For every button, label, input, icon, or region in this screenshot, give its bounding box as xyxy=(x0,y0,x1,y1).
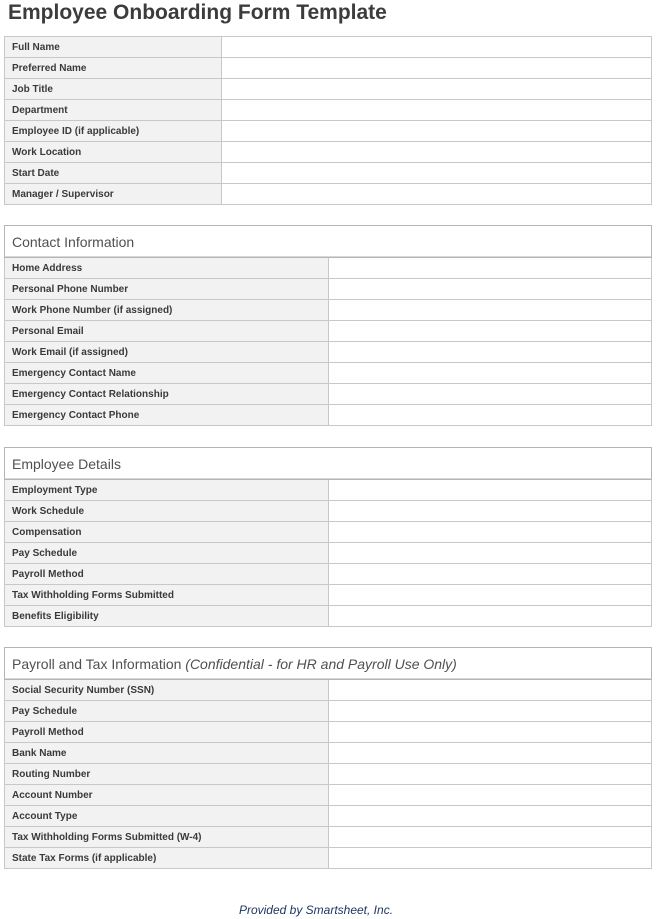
form-row xyxy=(5,806,652,827)
field-label: Work Email (if assigned) xyxy=(5,342,329,363)
field-input[interactable] xyxy=(328,722,652,743)
field-label: Emergency Contact Phone xyxy=(5,405,329,426)
field-label: Employment Type xyxy=(5,480,329,501)
field-input[interactable] xyxy=(222,100,652,121)
field-input[interactable] xyxy=(328,806,652,827)
field-input[interactable] xyxy=(328,342,652,363)
field-input[interactable] xyxy=(222,184,652,205)
field-input[interactable] xyxy=(328,501,652,522)
field-label: State Tax Forms (if applicable) xyxy=(5,848,329,869)
field-label: Pay Schedule xyxy=(5,701,329,722)
form-row xyxy=(5,543,652,564)
form-row xyxy=(5,37,652,58)
form-row xyxy=(5,722,652,743)
field-label: Work Schedule xyxy=(5,501,329,522)
field-label: Tax Withholding Forms Submitted xyxy=(5,585,329,606)
form-row xyxy=(5,142,652,163)
section-header-row xyxy=(5,648,652,680)
section-heading-text: Payroll and Tax Information xyxy=(12,655,182,672)
confidential-note: (Confidential - for HR and Payroll Use Only) xyxy=(185,655,457,672)
field-input[interactable] xyxy=(328,258,652,279)
form-row xyxy=(5,606,652,627)
field-input[interactable] xyxy=(222,58,652,79)
field-input[interactable] xyxy=(328,384,652,405)
field-input[interactable] xyxy=(328,606,652,627)
field-input[interactable] xyxy=(222,37,652,58)
form-row xyxy=(5,680,652,701)
section-heading xyxy=(5,648,652,680)
field-label: Emergency Contact Name xyxy=(5,363,329,384)
field-input[interactable] xyxy=(222,121,652,142)
field-input[interactable] xyxy=(328,585,652,606)
field-input[interactable] xyxy=(328,321,652,342)
field-input[interactable] xyxy=(222,163,652,184)
form-row xyxy=(5,121,652,142)
section-header-row xyxy=(5,226,652,258)
field-label: Pay Schedule xyxy=(5,543,329,564)
employee-details-table xyxy=(4,447,652,627)
form-row xyxy=(5,564,652,585)
field-input[interactable] xyxy=(328,743,652,764)
form-row xyxy=(5,321,652,342)
field-input[interactable] xyxy=(328,522,652,543)
section-header-row xyxy=(5,448,652,480)
form-row xyxy=(5,405,652,426)
field-label: Benefits Eligibility xyxy=(5,606,329,627)
form-row xyxy=(5,258,652,279)
form-title: Employee Onboarding Form Template xyxy=(8,1,387,24)
field-label: Preferred Name xyxy=(5,58,222,79)
field-input[interactable] xyxy=(328,564,652,585)
section-heading: Employee Details xyxy=(5,448,652,480)
field-label: Bank Name xyxy=(5,743,329,764)
field-label: Payroll Method xyxy=(5,564,329,585)
form-row xyxy=(5,384,652,405)
form-row xyxy=(5,300,652,321)
field-input[interactable] xyxy=(328,300,652,321)
field-label: Compensation xyxy=(5,522,329,543)
field-label: Routing Number xyxy=(5,764,329,785)
basic-info-table xyxy=(4,36,652,205)
form-row xyxy=(5,363,652,384)
field-input[interactable] xyxy=(328,680,652,701)
form-row xyxy=(5,501,652,522)
form-row xyxy=(5,522,652,543)
field-label: Account Number xyxy=(5,785,329,806)
field-input[interactable] xyxy=(328,785,652,806)
field-label: Job Title xyxy=(5,79,222,100)
form-row xyxy=(5,342,652,363)
field-label: Account Type xyxy=(5,806,329,827)
form-row xyxy=(5,701,652,722)
field-input[interactable] xyxy=(328,701,652,722)
form-row xyxy=(5,58,652,79)
payroll-tax-table xyxy=(4,647,652,869)
form-row xyxy=(5,79,652,100)
form-row xyxy=(5,785,652,806)
field-input[interactable] xyxy=(328,764,652,785)
field-input[interactable] xyxy=(328,848,652,869)
field-input[interactable] xyxy=(328,480,652,501)
form-row xyxy=(5,585,652,606)
field-label: Social Security Number (SSN) xyxy=(5,680,329,701)
field-input[interactable] xyxy=(328,543,652,564)
field-label: Tax Withholding Forms Submitted (W-4) xyxy=(5,827,329,848)
form-row xyxy=(5,764,652,785)
field-label: Work Location xyxy=(5,142,222,163)
field-label: Personal Phone Number xyxy=(5,279,329,300)
field-input[interactable] xyxy=(328,405,652,426)
provided-by-footer: Provided by Smartsheet, Inc. xyxy=(238,903,394,917)
field-input[interactable] xyxy=(328,363,652,384)
field-label: Manager / Supervisor xyxy=(5,184,222,205)
form-row xyxy=(5,100,652,121)
field-label: Start Date xyxy=(5,163,222,184)
section-heading: Contact Information xyxy=(5,226,652,258)
field-label: Work Phone Number (if assigned) xyxy=(5,300,329,321)
field-input[interactable] xyxy=(328,279,652,300)
field-label: Employee ID (if applicable) xyxy=(5,121,222,142)
form-row xyxy=(5,184,652,205)
contact-info-table xyxy=(4,225,652,426)
form-row xyxy=(5,827,652,848)
field-input[interactable] xyxy=(328,827,652,848)
field-input[interactable] xyxy=(222,142,652,163)
field-label: Payroll Method xyxy=(5,722,329,743)
form-row xyxy=(5,480,652,501)
form-row xyxy=(5,848,652,869)
field-label: Personal Email xyxy=(5,321,329,342)
form-row xyxy=(5,743,652,764)
field-label: Emergency Contact Relationship xyxy=(5,384,329,405)
field-input[interactable] xyxy=(222,79,652,100)
form-row xyxy=(5,163,652,184)
field-label: Full Name xyxy=(5,37,222,58)
form-row xyxy=(5,279,652,300)
field-label: Home Address xyxy=(5,258,329,279)
field-label: Department xyxy=(5,100,222,121)
